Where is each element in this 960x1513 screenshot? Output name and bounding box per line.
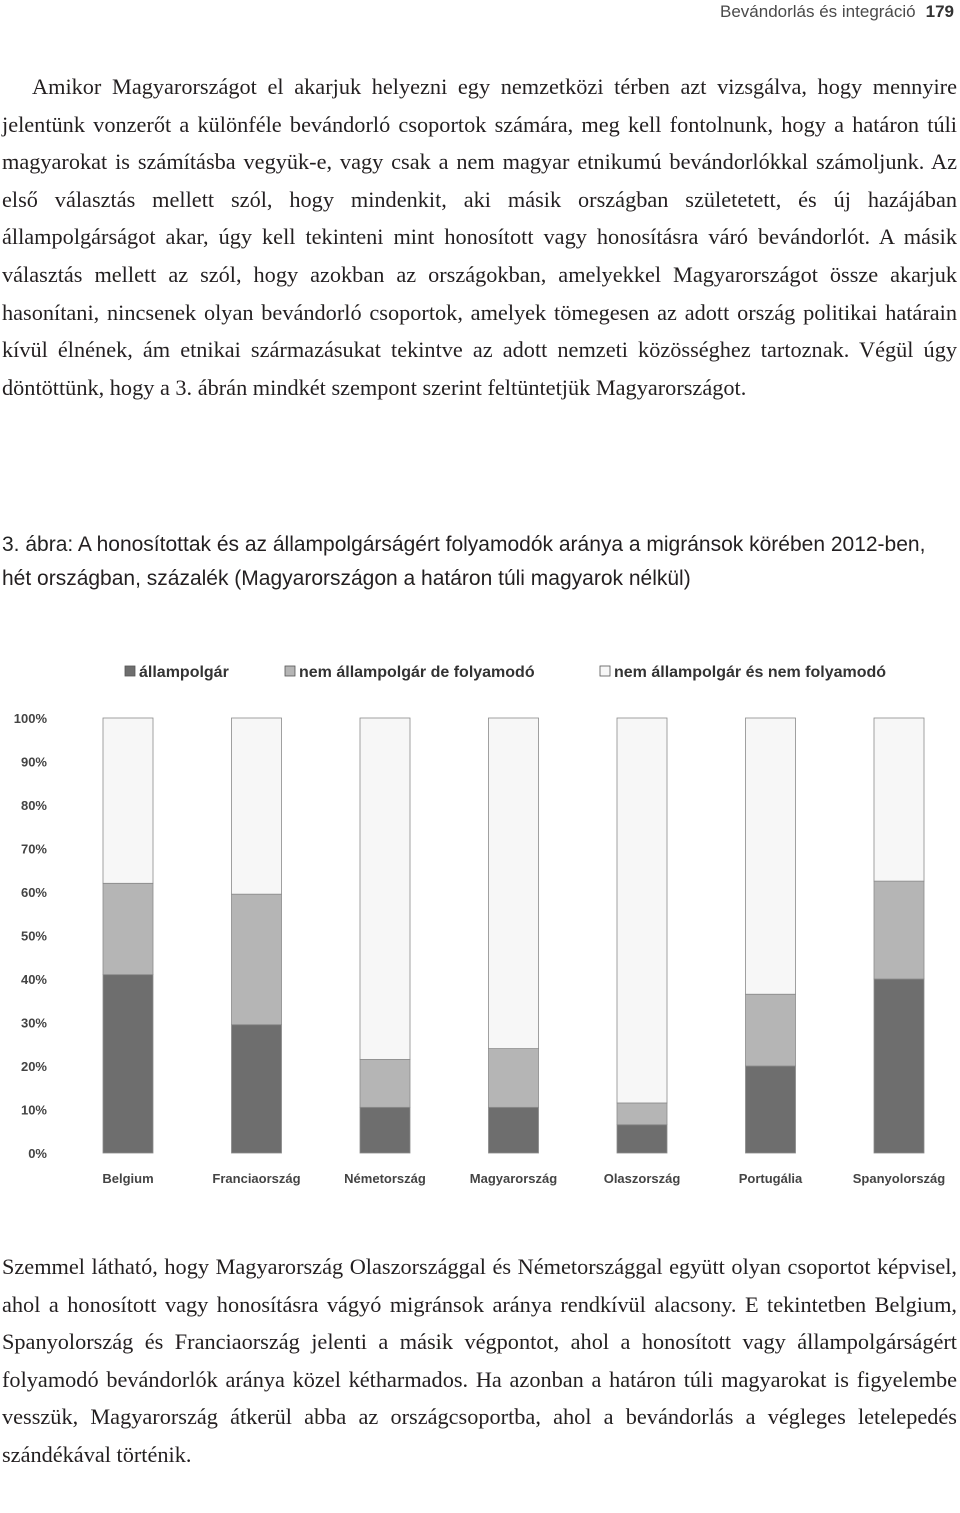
- x-tick-label: Olaszország: [603, 1171, 681, 1186]
- figure-label: 3. ábra:: [2, 533, 74, 556]
- page-number: 179: [925, 2, 954, 21]
- bar-segment: [617, 1125, 667, 1153]
- intro-paragraph: Amikor Magyarországot el akarjuk helyezni egy nemzetközi térben azt vizsgálva, hogy mennyire jelentünk vonzerőt a különféle bevándorló csoportok számára, meg kell fontolnunk, hogy a határon túli magyarokat is számításba vegyük-e, vagy csak a nem magyar etnikumú bevándorlókkal számoljunk. Az első választás mellett szól, hogy mindenkit, aki másik országban születetett, és új hazájában állampolgárságot akar, úgy kell tekinteni mint honosított vagy honosításra váró bevándorlót. A másik választás mellett az szól, hogy azokban az országokban, amelyekkel Magyarországot össze akarjuk hasonítani, nincsenek olyan bevándorló csoportok, amelyek tömegesen az adott ország politikai határain kívül élnének, ám etnikai származásukat tekintve az adott nemzeti közösséghez tartoznak. Végül úgy döntöttünk, hogy a 3. ábrán mindkét szempont szerint feltüntetjük Magyarországot.: [2, 74, 957, 400]
- y-tick-label: 50%: [20, 928, 47, 944]
- bar-segment: [617, 718, 667, 1103]
- bar-segment: [746, 994, 796, 1066]
- legend-swatch: [125, 666, 135, 676]
- y-tick-label: 60%: [20, 885, 47, 900]
- x-tick-label: Portugália: [738, 1171, 803, 1186]
- x-tick-label: Spanyolország: [852, 1171, 946, 1186]
- conclusion-paragraph: Szemmel látható, hogy Magyarország Olaszországgal és Németországgal együtt olyan csoportot képvisel, ahol a honosított vagy honosításra vágyó migránsok aránya rendkívül alacsony. E tekintetben Belgium, Spanyolország és Franciaország jelenti a másik végpontot, ahol a honosított vagy állampolgárságért folyamodó bevándorlók aránya közel kétharmados. Ha azonban a határon túli magyarokat is figyelembe vesszük, Magyarország átkerül abba az országcsoportba, ahol a bevándorlás a végleges letelepedés szándékával történik.: [2, 1254, 957, 1467]
- x-tick-label: Magyarország: [469, 1171, 558, 1186]
- bar-segment: [746, 1066, 796, 1153]
- stacked-bar-chart: [0, 638, 960, 1198]
- bar-segment: [103, 718, 153, 883]
- legend-swatch: [600, 666, 610, 676]
- y-tick-label: 40%: [20, 972, 47, 987]
- bar-segment: [232, 1025, 282, 1153]
- legend-label: nem állampolgár de folyamodó: [299, 664, 535, 681]
- bar-segment: [103, 975, 153, 1153]
- bar-segment: [874, 979, 924, 1153]
- bar-segment: [232, 894, 282, 1025]
- figure-caption-text: A honosítottak és az állampolgárságért folyamodók aránya a migránsok körében 2012-ben, hét országban, százalék (Magyarországon a határon túli magyarok nélkül): [2, 533, 926, 590]
- y-tick-label: 100%: [13, 711, 47, 726]
- bar-segment: [617, 1103, 667, 1125]
- bar-segment: [874, 881, 924, 979]
- x-tick-label: Franciaország: [212, 1171, 301, 1186]
- bar-segment: [489, 1107, 539, 1153]
- bar-segment: [360, 1107, 410, 1153]
- section-title: Bevándorlás és integráció: [720, 2, 916, 21]
- legend-swatch: [285, 666, 295, 676]
- y-tick-label: 0%: [28, 1146, 47, 1161]
- bar-segment: [746, 718, 796, 994]
- y-tick-label: 10%: [20, 1102, 47, 1118]
- y-tick-label: 20%: [20, 1059, 47, 1074]
- bar-segment: [874, 718, 924, 881]
- bar-segment: [232, 718, 282, 894]
- bar-segment: [360, 718, 410, 1059]
- bar-segment: [489, 1049, 539, 1108]
- bar-segment: [360, 1059, 410, 1107]
- x-tick-label: Németország: [344, 1171, 426, 1186]
- y-tick-label: 90%: [20, 754, 47, 770]
- legend-label: nem állampolgár és nem folyamodó: [614, 664, 887, 681]
- y-tick-label: 70%: [20, 841, 47, 857]
- bar-segment: [103, 883, 153, 974]
- x-tick-label: Belgium: [102, 1171, 154, 1186]
- bar-segment: [489, 718, 539, 1049]
- y-tick-label: 80%: [20, 798, 47, 813]
- figure-caption: [2, 528, 957, 596]
- chart-canvas: [0, 638, 960, 1198]
- y-tick-label: 30%: [20, 1015, 47, 1031]
- running-header: [720, 2, 954, 22]
- legend-label: állampolgár: [139, 664, 229, 681]
